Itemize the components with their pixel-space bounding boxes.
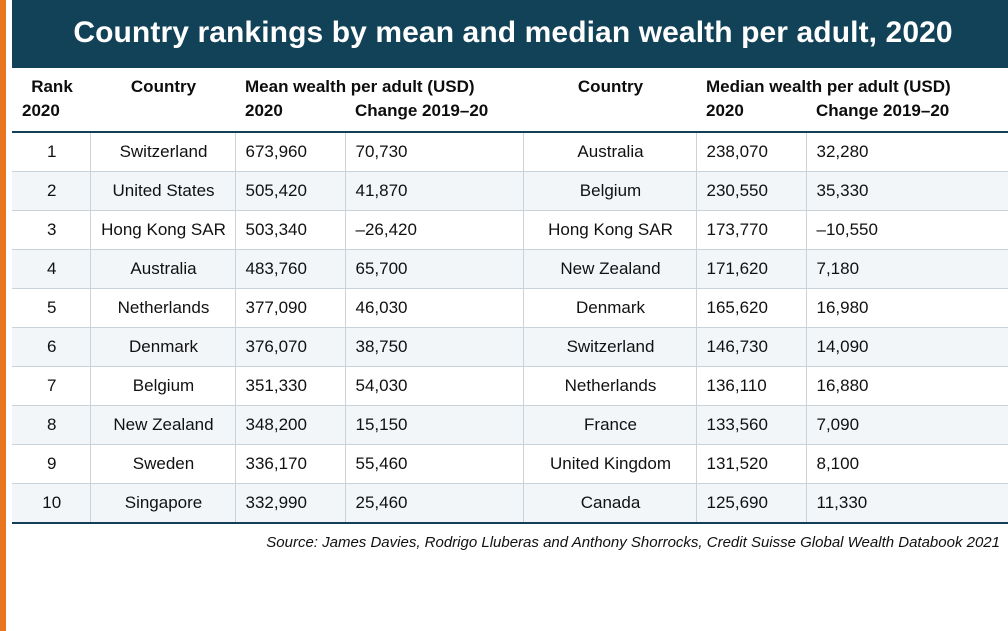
cell-median-value: 173,770 [696,210,806,249]
table-body [12,132,1008,522]
table-row [12,132,1008,172]
column-header-mean-group: Mean wealth per adult (USD) [235,68,523,99]
column-header-country-median: Country [523,68,696,99]
table-row [12,444,1008,483]
cell-median-country: Denmark [523,288,696,327]
cell-median-country: New Zealand [523,249,696,288]
cell-rank: 4 [12,249,90,288]
cell-mean-value: 505,420 [235,171,345,210]
cell-median-value: 165,620 [696,288,806,327]
source-note: Source: James Davies, Rodrigo Lluberas and Anthony Shorrocks, Credit Suisse Global Wealth Databook 2021 [266,533,1000,551]
cell-median-value: 238,070 [696,132,806,172]
cell-median-change: 32,280 [816,141,869,161]
table-row [12,327,1008,366]
cell-mean-value: 483,760 [235,249,345,288]
column-header-median-group: Median wealth per adult (USD) [696,68,1008,99]
cell-median-country: United Kingdom [523,444,696,483]
column-header-mean-change: Change 2019–20 [345,99,523,132]
column-header-rank: Rank [12,68,90,99]
cell-median-change: 8,100 [806,444,1008,483]
cell-median-value: 125,690 [696,483,806,522]
cell-median-value: 131,520 [696,444,806,483]
cell-mean-change: 41,870 [345,171,523,210]
table-row [12,210,1008,249]
cell-rank: 1 [12,132,90,172]
cell-median-country: Hong Kong SAR [523,210,696,249]
cell-mean-value: 376,070 [235,327,345,366]
cell-mean-country: Australia [90,249,235,288]
cell-median-value: 133,560 [696,405,806,444]
cell-median-change: 11,330 [806,483,1008,522]
cell-mean-country: Hong Kong SAR [90,210,235,249]
cell-median-value: 136,110 [696,366,806,405]
cell-mean-change: 25,460 [345,483,523,522]
cell-median-change: 7,090 [806,405,1008,444]
cell-mean-change: 54,030 [345,366,523,405]
column-header-country-mean: Country [90,68,235,99]
figure-inner [12,0,1008,631]
cell-rank: 5 [12,288,90,327]
cell-mean-change: 15,150 [345,405,523,444]
cell-mean-change: 38,750 [345,327,523,366]
cell-rank: 7 [12,366,90,405]
table-wrapper [12,68,1008,524]
cell-median-country: Belgium [523,171,696,210]
cell-mean-value: 351,330 [235,366,345,405]
table-row [12,249,1008,288]
cell-median-change: –10,550 [806,210,1008,249]
cell-rank: 3 [12,210,90,249]
table-row [12,405,1008,444]
cell-rank: 6 [12,327,90,366]
table-header [12,68,1008,132]
cell-mean-value: 348,200 [235,405,345,444]
cell-mean-country: Netherlands [90,288,235,327]
cell-mean-country: United States [90,171,235,210]
cell-median-value: 230,550 [696,171,806,210]
cell-mean-country: Denmark [90,327,235,366]
column-header-median-year: 2020 [696,99,806,132]
page-title: Country rankings by mean and median wealth per adult, 2020 [73,16,953,49]
column-header-mean-year: 2020 [235,99,345,132]
cell-mean-value: 377,090 [235,288,345,327]
column-header-country-median-blank [523,99,696,132]
cell-mean-country: Belgium [90,366,235,405]
cell-mean-change: 70,730 [345,132,523,172]
cell-mean-value: 673,960 [235,132,345,172]
cell-median-change: 7,180 [806,249,1008,288]
cell-mean-country: Sweden [90,444,235,483]
header-row-secondary [12,99,1008,132]
cell-mean-value: 332,990 [235,483,345,522]
cell-median-change: 16,980 [806,288,1008,327]
cell-rank: 2 [12,171,90,210]
cell-rank: 10 [12,483,90,522]
cell-mean-country: New Zealand [90,405,235,444]
cell-median-change: 14,090 [806,327,1008,366]
cell-median-value: 146,730 [696,327,806,366]
cell-mean-value: 503,340 [235,210,345,249]
cell-median-country: Canada [523,483,696,522]
column-header-median-change: Change 2019–20 [806,99,1008,132]
cell-mean-change: 65,700 [345,249,523,288]
header-row-primary [12,68,1008,99]
cell-median-change: 35,330 [806,171,1008,210]
cell-median-country: Switzerland [523,327,696,366]
table-row [12,171,1008,210]
cell-mean-country: Singapore [90,483,235,522]
table-row [12,288,1008,327]
cell-median-country: Netherlands [523,366,696,405]
cell-rank: 8 [12,405,90,444]
cell-median-value: 171,620 [696,249,806,288]
cell-median-country: France [523,405,696,444]
cell-rank: 9 [12,444,90,483]
cell-mean-change: 55,460 [345,444,523,483]
wealth-ranking-table [12,68,1008,522]
cell-median-change: 16,880 [806,366,1008,405]
cell-mean-change: –26,420 [345,210,523,249]
table-row [12,483,1008,522]
cell-mean-value: 336,170 [235,444,345,483]
column-header-country-mean-blank [90,99,235,132]
table-row [12,366,1008,405]
cell-median-country: Australia [523,132,696,172]
column-header-rank-year: 2020 [12,99,90,132]
cell-mean-change: 46,030 [345,288,523,327]
cell-mean-country: Switzerland [90,132,235,172]
figure-title-bar [12,0,1008,68]
